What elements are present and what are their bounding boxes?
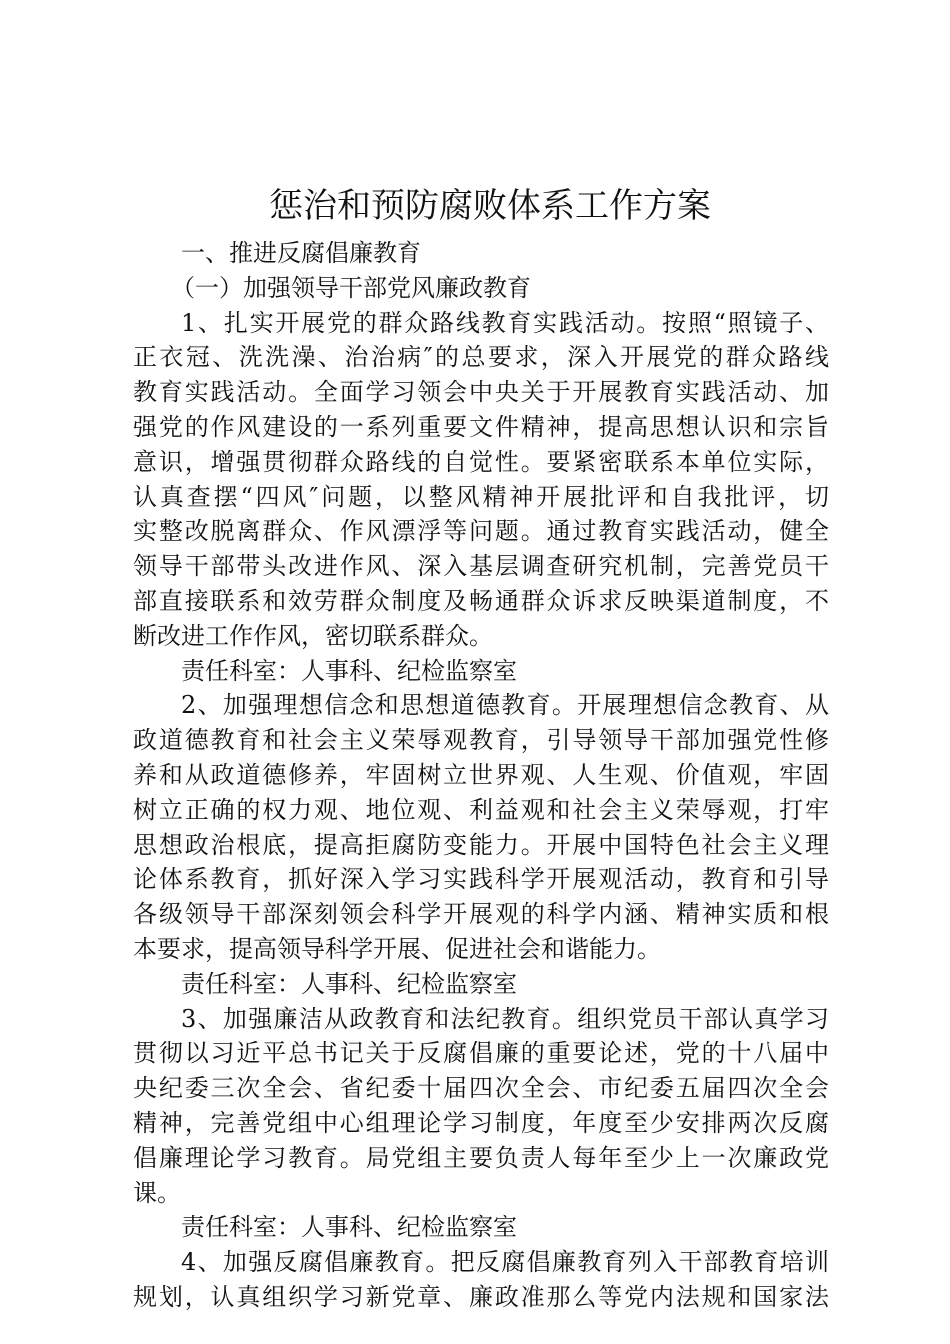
paragraph-line: 课。 [133, 1178, 181, 1207]
section-heading: 一、推进反腐倡廉教育 [181, 239, 421, 267]
paragraph-line: 树立正确的权力观、地位观、利益观和社会主义荣辱观，打牢 [133, 795, 829, 824]
document-page [133, 182, 829, 1315]
responsibility-line: 责任科室：人事科、纪检监察室 [181, 969, 517, 998]
paragraph-line: 意识，增强贯彻群众路线的自觉性。要紧密联系本单位实际， [133, 447, 829, 476]
paragraph-line: 2、加强理想信念和思想道德教育。开展理想信念教育、从 [181, 691, 829, 720]
document-title: 惩治和预防腐败体系工作方案 [269, 186, 711, 226]
paragraph-line: 强党的作风建设的一系列重要文件精神，提高思想认识和宗旨 [133, 412, 829, 441]
paragraph-line: 思想政治根底，提高拒腐防变能力。开展中国特色社会主义理 [133, 830, 829, 859]
paragraph-line: 央纪委三次全会、省纪委十届四次全会、市纪委五届四次全会 [133, 1074, 829, 1103]
paragraph-line: 部直接联系和效劳群众制度及畅通群众诉求反映渠道制度，不 [133, 586, 829, 615]
paragraph-line: 精神，完善党组中心组理论学习制度，年度至少安排两次反腐 [133, 1108, 829, 1137]
paragraph-line: 政道德教育和社会主义荣辱观教育，引导领导干部加强党性修 [133, 726, 829, 755]
paragraph-line: 断改进工作作风，密切联系群众。 [133, 621, 493, 650]
paragraph-item-4 [133, 1245, 829, 1315]
subsection-heading: （一）加强领导干部党风廉政教育 [171, 273, 531, 302]
paragraph-line: 领导干部带头改进作风、深入基层调查研究机制，完善党员干 [133, 552, 829, 581]
paragraph-line: 认真查摆“四风″问题，以整风精神开展批评和自我批评，切 [133, 482, 829, 511]
paragraph-line: 教育实践活动。全面学习领会中央关于开展教育实践活动、加 [133, 378, 829, 407]
paragraph-line: 论体系教育，抓好深入学习实践科学开展观活动，教育和引导 [133, 865, 829, 894]
paragraph-line: 各级领导干部深刻领会科学开展观的科学内涵、精神实质和根 [133, 900, 829, 929]
paragraph-line: 4、加强反腐倡廉教育。把反腐倡廉教育列入干部教育培训 [181, 1248, 829, 1277]
paragraph-item-1 [133, 306, 829, 689]
paragraph-line: 3、加强廉洁从政教育和法纪教育。组织党员干部认真学习 [181, 1004, 829, 1033]
responsibility-line: 责任科室：人事科、纪检监察室 [181, 656, 517, 685]
paragraph-line: 倡廉理论学习教育。局党组主要负责人每年至少上一次廉政党 [133, 1143, 829, 1172]
paragraph-line: 1、扎实开展党的群众路线教育实践活动。按照“照镜子、 [181, 308, 829, 337]
paragraph-line: 实整改脱离群众、作风漂浮等问题。通过教育实践活动，健全 [133, 517, 829, 546]
paragraph-item-2 [133, 688, 829, 1001]
responsibility-line: 责任科室：人事科、纪检监察室 [181, 1213, 517, 1242]
paragraph-item-3 [133, 1002, 829, 1246]
paragraph-line: 贯彻以习近平总书记关于反腐倡廉的重要论述，党的十八届中 [133, 1039, 829, 1068]
paragraph-line: 本要求，提高领导科学开展、促进社会和谐能力。 [133, 934, 661, 963]
paragraph-line: 正衣冠、洗洗澡、治治病″的总要求，深入开展党的群众路线 [133, 343, 829, 372]
paragraph-line: 养和从政道德修养，牢固树立世界观、人生观、价值观，牢固 [133, 760, 829, 789]
paragraph-line: 规划，认真组织学习新党章、廉政准那么等党内法规和国家法 [133, 1282, 829, 1311]
